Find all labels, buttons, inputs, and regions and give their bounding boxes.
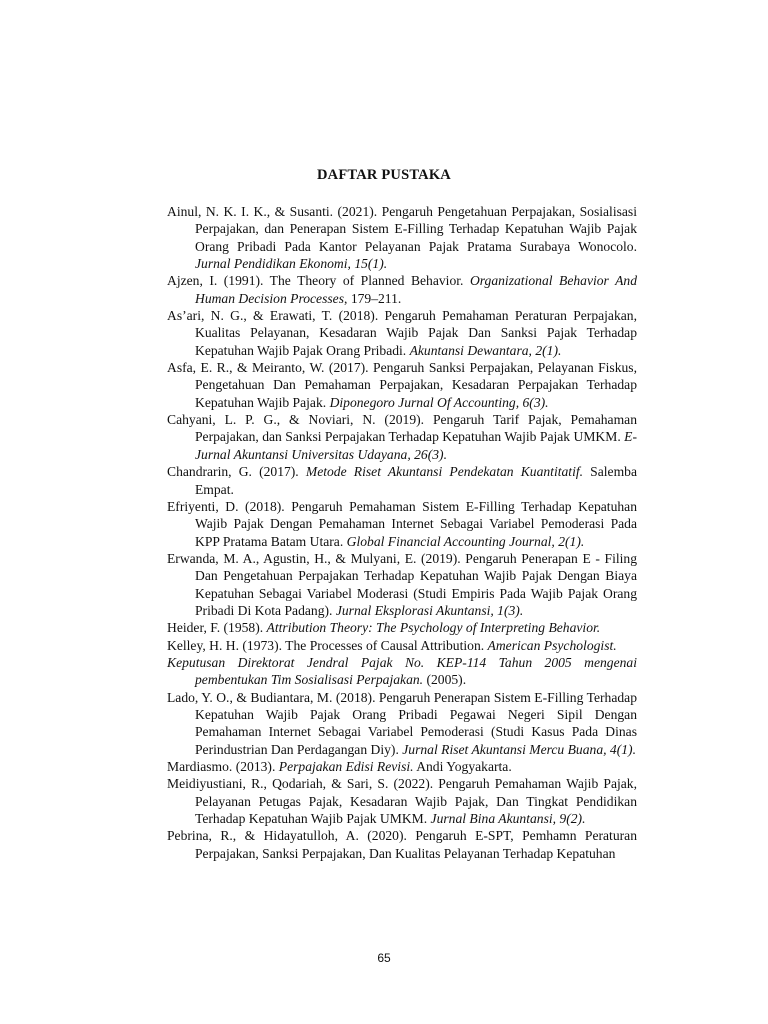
reference-italic-text: Attribution Theory: The Psychology of Interpreting Behavior. xyxy=(266,620,601,636)
page-number: 65 xyxy=(377,951,391,965)
reference-italic-text: Organizational Behavior And Human Decision Processes xyxy=(195,273,637,306)
reference-italic-text: Jurnal Pendidikan Ekonomi, 15(1). xyxy=(195,256,388,272)
reference-entry xyxy=(167,203,637,272)
reference-italic-text: Jurnal Bina Akuntansi, 9(2). xyxy=(430,811,586,827)
reference-text: Meidiyustiani, R., Qodariah, & Sari, S. (2022). Pengaruh Pemahaman Wajib Pajak, Pelayanan Petugas Pajak, Kesadaran Wajib Pajak, Dan Tingkat Pendidikan Terhadap Kepatuhan Wajib Pajak UMKM. xyxy=(167,776,637,827)
reference-text: Chandrarin, G. (2017). xyxy=(167,464,306,480)
reference-entry xyxy=(167,307,637,359)
page-title: DAFTAR PUSTAKA xyxy=(317,167,451,183)
reference-italic-text: Jurnal Eksplorasi Akuntansi, 1(3). xyxy=(335,602,524,618)
reference-entry xyxy=(167,827,637,862)
reference-entry xyxy=(167,637,637,654)
reference-text: As’ari, N. G., & Erawati, T. (2018). Pengaruh Pemahaman Peraturan Perpajakan, Kualitas Pelayanan, Kesadaran Wajib Pajak Dan Sanksi Pajak Terhadap Kepatuhan Wajib Pajak Orang Pribadi. xyxy=(167,308,637,358)
reference-text: Ainul, N. K. I. K., & Susanti. (2021). Pengaruh Pengetahuan Perpajakan, Sosialisasi Perpajakan, dan Penerapan Sistem E-Filling Terhadap Kepatuhan Wajib Pajak Orang Pribadi Pada Kantor Pelayanan Pajak Pratama Surabaya Wonocolo. xyxy=(167,204,637,254)
reference-list xyxy=(167,203,637,862)
reference-italic-text: American Psychologist. xyxy=(487,637,617,653)
reference-text: , 179–211. xyxy=(344,290,402,306)
reference-entry xyxy=(167,654,637,689)
reference-text: Pebrina, R., & Hidayatulloh, A. (2020). Pengaruh E-SPT, Pemhamn Peraturan Perpajakan, Sanksi Perpajakan, Dan Kualitas Pelayanan Terhadap Kepatuhan xyxy=(167,828,637,861)
reference-italic-text: Diponegoro Jurnal Of Accounting, 6(3). xyxy=(329,394,549,410)
reference-text: Salemba Empat. xyxy=(195,464,637,497)
reference-text: (2005). xyxy=(423,672,467,688)
reference-text: Andi Yogyakarta. xyxy=(413,759,512,774)
reference-text: Ajzen, I. (1991). The Theory of Planned Behavior. xyxy=(167,273,470,289)
reference-entry xyxy=(167,498,637,550)
reference-entry xyxy=(167,272,637,307)
reference-italic-text: Perpajakan Edisi Revisi. xyxy=(278,759,414,774)
reference-text: Asfa, E. R., & Meiranto, W. (2017). Pengaruh Sanksi Perpajakan, Pelayanan Fiskus, Pengetahuan Dan Pemahaman Perpajakan, Kesadaran Perpajakan Terhadap Kepatuhan Wajib Pajak. xyxy=(167,360,637,410)
reference-entry xyxy=(167,463,637,498)
reference-text: Cahyani, L. P. G., & Noviari, N. (2019). Pengaruh Tarif Pajak, Pemahaman Perpajakan, dan Sanksi Perpajakan Terhadap Kepatuhan Wajib Pajak UMKM. xyxy=(167,412,637,445)
reference-text: Lado, Y. O., & Budiantara, M. (2018). Pengaruh Penerapan Sistem E-Filling Terhadap Kepatuhan Wajib Pajak Orang Pribadi Pegawai Negeri Sipil Dengan Pemahaman Internet Sebagai Variabel Pemoderasi (Studi Kasus Pada Dinas Perindustrian Dan Perdagangan Diy). xyxy=(167,689,637,757)
reference-entry xyxy=(167,689,637,758)
reference-entry xyxy=(167,359,637,411)
reference-text: Heider, F. (1958). xyxy=(167,620,267,636)
reference-entry xyxy=(167,550,637,619)
reference-text: Kelley, H. H. (1973). The Processes of Causal Attribution. xyxy=(167,637,488,653)
reference-text: Efriyenti, D. (2018). Pengaruh Pemahaman Sistem E-Filling Terhadap Kepatuhan Wajib Pajak Dengan Pemahaman Internet Sebagai Variabel Pemoderasi Pada KPP Pratama Batam Utara. xyxy=(167,498,637,549)
reference-entry xyxy=(167,411,637,463)
reference-italic-text: Global Financial Accounting Journal, 2(1). xyxy=(346,533,585,549)
reference-italic-text: Jurnal Riset Akuntansi Mercu Buana, 4(1). xyxy=(402,741,636,757)
reference-italic-text: Metode Riset Akuntansi Pendekatan Kuantitatif. xyxy=(305,464,584,480)
reference-italic-text: Keputusan Direktorat Jendral Pajak No. KEP-114 Tahun 2005 mengenai pembentukan Tim Sosialisasi Perpajakan. xyxy=(167,654,637,688)
reference-text: Erwanda, M. A., Agustin, H., & Mulyani, E. (2019). Pengaruh Penerapan E - Filing Dan Pengetahuan Perpajakan Terhadap Kepatuhan Wajib Pajak Dengan Biaya Kepatuhan Sebagai Variabel Moderasi (Studi Empiris Pada Wajib Pajak Orang Pribadi Di Kota Padang). xyxy=(167,550,637,618)
reference-entry xyxy=(167,775,637,827)
reference-entry xyxy=(167,758,637,775)
reference-italic-text: Akuntansi Dewantara, 2(1). xyxy=(409,342,562,358)
reference-text: Mardiasmo. (2013). xyxy=(167,759,279,774)
reference-entry xyxy=(167,619,637,636)
reference-italic-text: E-Jurnal Akuntansi Universitas Udayana, 26(3). xyxy=(195,429,637,462)
